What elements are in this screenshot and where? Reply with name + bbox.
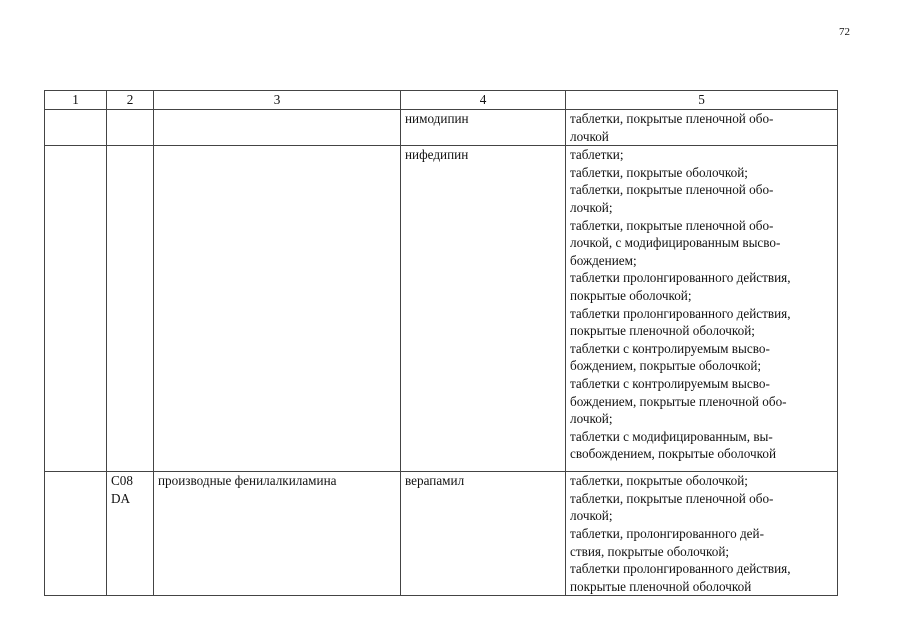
dosage-form-line: таблетки, покрытые пленочной обо- [570, 217, 774, 233]
dosage-form-line: таблетки с модифицированным, вы- [570, 428, 773, 444]
drug-name-cell: верапамил [401, 472, 566, 596]
atc-code-cell [107, 110, 154, 146]
table-row [45, 110, 838, 146]
page-number: 72 [839, 26, 850, 38]
dosage-forms-cell [566, 472, 838, 596]
atc-code-cell [107, 146, 154, 472]
group-cell [154, 146, 401, 472]
dosage-form-line: бождением, покрытые пленочной обо- [570, 393, 787, 409]
dosage-form-line: таблетки; [570, 147, 624, 163]
dosage-form-line: таблетки, покрытые пленочной обо- [570, 111, 774, 126]
dosage-forms-cell [566, 110, 838, 146]
table-header-row [45, 91, 838, 110]
dosage-form-line: бождением, покрытые оболочкой; [570, 358, 762, 374]
dosage-form-line: таблетки пролонгированного действия, [570, 305, 791, 321]
column-header: 1 [45, 91, 107, 110]
dosage-form-line: таблетки, покрытые пленочной обо- [570, 490, 774, 506]
column-header: 4 [401, 91, 566, 110]
table-row [45, 146, 838, 472]
dosage-form-line: бождением; [570, 252, 637, 268]
dosage-form-line: покрытые оболочкой; [570, 287, 692, 303]
column-header: 2 [107, 91, 154, 110]
dosage-form-line: таблетки пролонгированного действия, [570, 270, 791, 286]
dosage-form-line: лочкой; [570, 411, 613, 427]
dosage-form-line: таблетки, покрытые оболочкой; [570, 473, 748, 489]
dosage-form-line: лочкой; [570, 508, 613, 524]
dosage-form-line: таблетки, покрытые оболочкой; [570, 164, 748, 180]
dosage-form-line: покрытые пленочной оболочкой; [570, 323, 755, 339]
col1-cell [45, 110, 107, 146]
col1-cell [45, 146, 107, 472]
drug-name-cell: нифедипин [401, 146, 566, 472]
drug-table [44, 90, 838, 596]
dosage-form-line: таблетки, покрытые пленочной обо- [570, 182, 774, 198]
col1-cell [45, 472, 107, 596]
dosage-form-line: таблетки пролонгированного действия, [570, 561, 791, 577]
dosage-forms-cell [566, 146, 838, 472]
dosage-form-line: таблетки с контролируемым высво- [570, 375, 770, 391]
column-header: 3 [154, 91, 401, 110]
dosage-form-line: лочкой; [570, 199, 613, 215]
dosage-form-line: лочкой, с модифицированным высво- [570, 235, 781, 251]
atc-code-line: C08 [111, 473, 133, 489]
dosage-form-line: таблетки с контролируемым высво- [570, 340, 770, 356]
group-cell [154, 110, 401, 146]
dosage-form-line: таблетки, пролонгированного дей- [570, 525, 764, 541]
dosage-form-line: лочкой [570, 128, 609, 144]
group-cell: производные фенилалкиламина [154, 472, 401, 596]
dosage-form-line: покрытые пленочной оболочкой [570, 578, 752, 594]
table-row [45, 472, 838, 596]
atc-code-cell [107, 472, 154, 596]
dosage-form-line: свобождением, покрытые оболочкой [570, 446, 777, 462]
dosage-form-line: ствия, покрытые оболочкой; [570, 543, 730, 559]
column-header: 5 [566, 91, 838, 110]
atc-code-line: DA [111, 490, 131, 506]
drug-name-cell: нимодипин [401, 110, 566, 146]
